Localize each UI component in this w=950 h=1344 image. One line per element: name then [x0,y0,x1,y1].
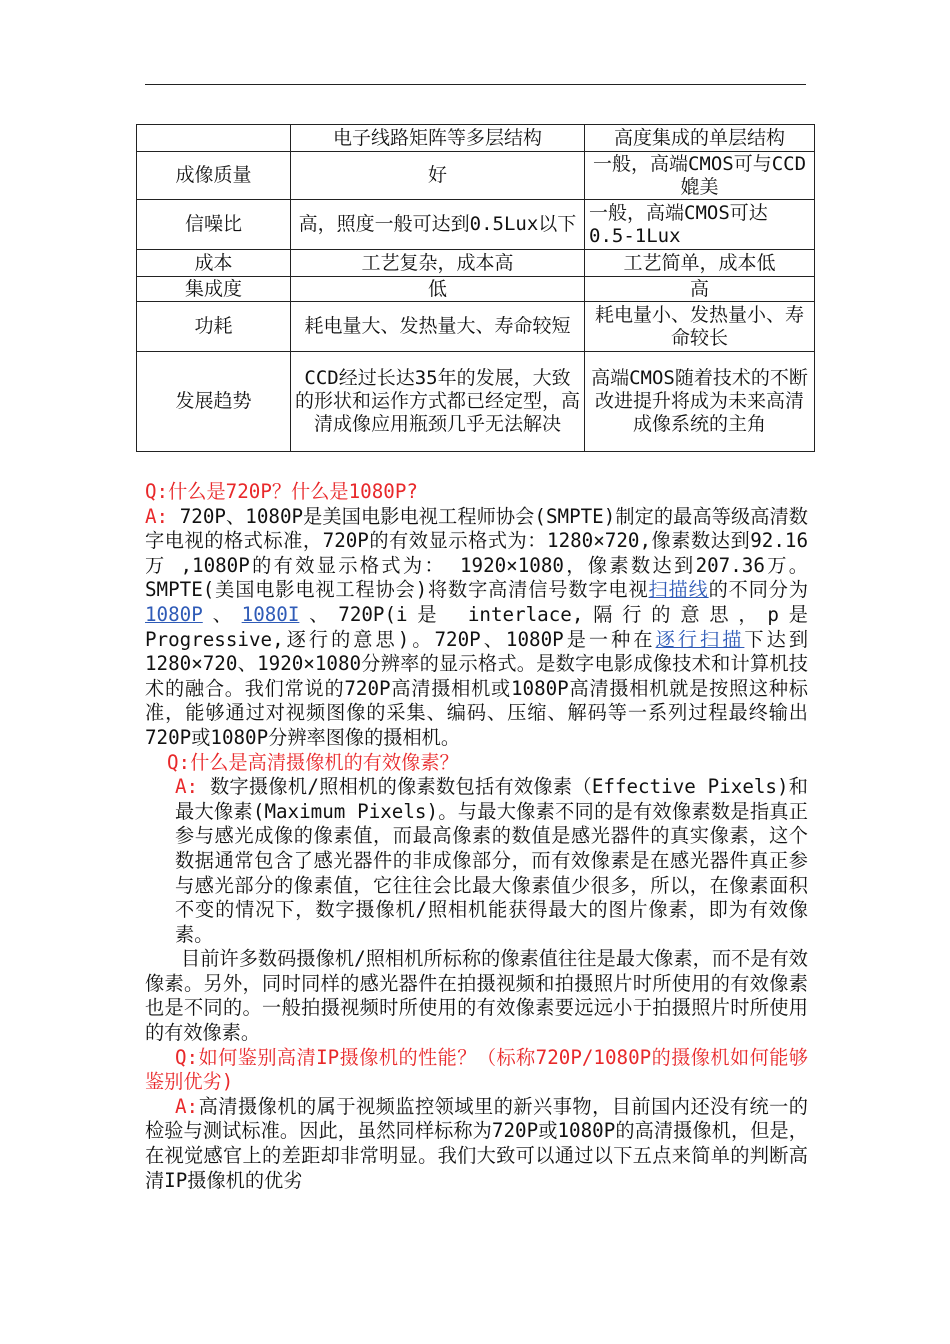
question-720p: Q:什么是720P？什么是1080P? [145,480,418,503]
ccd-cell: 高，照度一般可达到0.5Lux以下 [291,200,585,250]
table-header-cell: 高度集成的单层结构 [585,125,815,152]
answer-text: 数字摄像机/照相机的像素数包括有效像素（Effective Pixels)和最大像素(Maximum Pixels)。与最大像素不同的是有效像素数是指真正参与感光成像的像素值，而最高像素的数值是感光器件的真实像素，这个数据通常包含了感光器件的非成像部分，而有效像素是在感光器件真正参与感光部分的像素值，它往往会比最大像素值少很多，所以，在像素面积不变的情况下，数字摄像机/照相机能获得最大的图片像素，即为有效像素。 [175,775,808,946]
table-header-cell: 电子线路矩阵等多层结构 [291,125,585,152]
comparison-table [136,124,815,452]
answer-text: 720P、1080P是美国电影电视工程师协会(SMPTE)制定的最高等级高清数字电视的格式标准，720P的有效显示格式为：1280×720,像素数达到92.16万 ,1080P的有效显示格式为： 1920×1080，像素数达到207.36万。SMPTE(美国电影电视工程协会)将数字高清信号数字电视 [145,504,808,602]
row-label: 集成度 [137,277,291,302]
table-row [137,352,815,452]
link-1080i[interactable]: 1080I [241,602,300,626]
row-label: 成本 [137,250,291,277]
table-row [137,152,815,200]
qa-section [145,480,808,1193]
table-row [137,302,815,352]
row-label: 成像质量 [137,152,291,200]
row-label: 发展趋势 [137,352,291,452]
link-scanline[interactable]: 扫描线 [648,578,709,602]
answer-text: 的不同分为 [708,578,809,602]
answer-text: 下达到1280×720、1920×1080分辨率的显示格式。是数字电影成像技术和计算机技术的融合。我们常说的720P高清摄相机或1080P高清摄相机就是按照这种标准，能够通过对视频图像的采集、编码、压缩、解码等一系列过程最终输出720P或1080P分辨率图像的摄相机。 [145,627,809,749]
header-rule [145,84,806,85]
answer-720p [145,505,808,751]
table-row [137,200,815,250]
answer-text: 高清摄像机的属于视频监控领域里的新兴事物，目前国内还没有统一的检验与测试标准。因此，虽然同样标称为720P或1080P的高清摄像机，但是，在视觉感官上的差距却非常明显。我们大致可以通过以下五点来简单的判断高清IP摄像机的优劣 [145,1094,808,1192]
answer-effective-pixels-para2: 目前许多数码摄像机/照相机所标称的像素值往往是最大像素，而不是有效像素。另外，同时同样的感光器件在拍摄视频和拍摄照片时所使用的有效像素也是不同的。一般拍摄视频时所使用的有效像素要远远小于拍摄照片时所使用的有效像素。 [145,947,808,1045]
answer-label: A: [145,504,169,528]
row-label: 信噪比 [137,200,291,250]
cmos-cell: 一般，高端CMOS可达0.5-1Lux [585,200,815,250]
answer-label: A: [175,1094,199,1118]
question-effective-pixels: Q:什么是高清摄像机的有效像素？ [167,750,459,774]
answer-effective-pixels [145,775,808,947]
table-header-cell [137,125,291,152]
answer-label: A: [175,775,199,799]
row-label: 功耗 [137,302,291,352]
cmos-cell: 工艺简单，成本低 [585,250,815,277]
answer-separator: 、 [202,602,242,626]
table-header-row [137,125,815,152]
ccd-cell: CCD经过长达35年的发展，大致的形状和运作方式都已经定型，高清成像应用瓶颈几乎无法解决 [291,352,585,452]
answer-text: 、720P(i是 interlace,隔行的意思，p是 Progressive,逐行的意思)。720P、1080P是一种在 [145,602,808,651]
table-row [137,277,815,302]
cmos-cell: 高端CMOS随着技术的不断改进提升将成为未来高清成像系统的主角 [585,352,815,452]
link-1080p[interactable]: 1080P [145,602,203,626]
ccd-cell: 低 [291,277,585,302]
ccd-cell: 好 [291,152,585,200]
cmos-cell: 耗电量小、发热量小、寿命较长 [585,302,815,352]
table-row [137,250,815,277]
question-evaluate-ip-camera: Q:如何鉴别高清IP摄像机的性能？（标称720P/1080P的摄像机如何能够鉴别优劣) [145,1045,808,1094]
cmos-cell: 高 [585,277,815,302]
cmos-cell: 一般，高端CMOS可与CCD媲美 [585,152,815,200]
answer-evaluate-ip-camera [145,1095,808,1193]
ccd-cell: 耗电量大、发热量大、寿命较短 [291,302,585,352]
ccd-cell: 工艺复杂，成本高 [291,250,585,277]
link-progressive-scan[interactable]: 逐行扫描 [655,627,745,651]
